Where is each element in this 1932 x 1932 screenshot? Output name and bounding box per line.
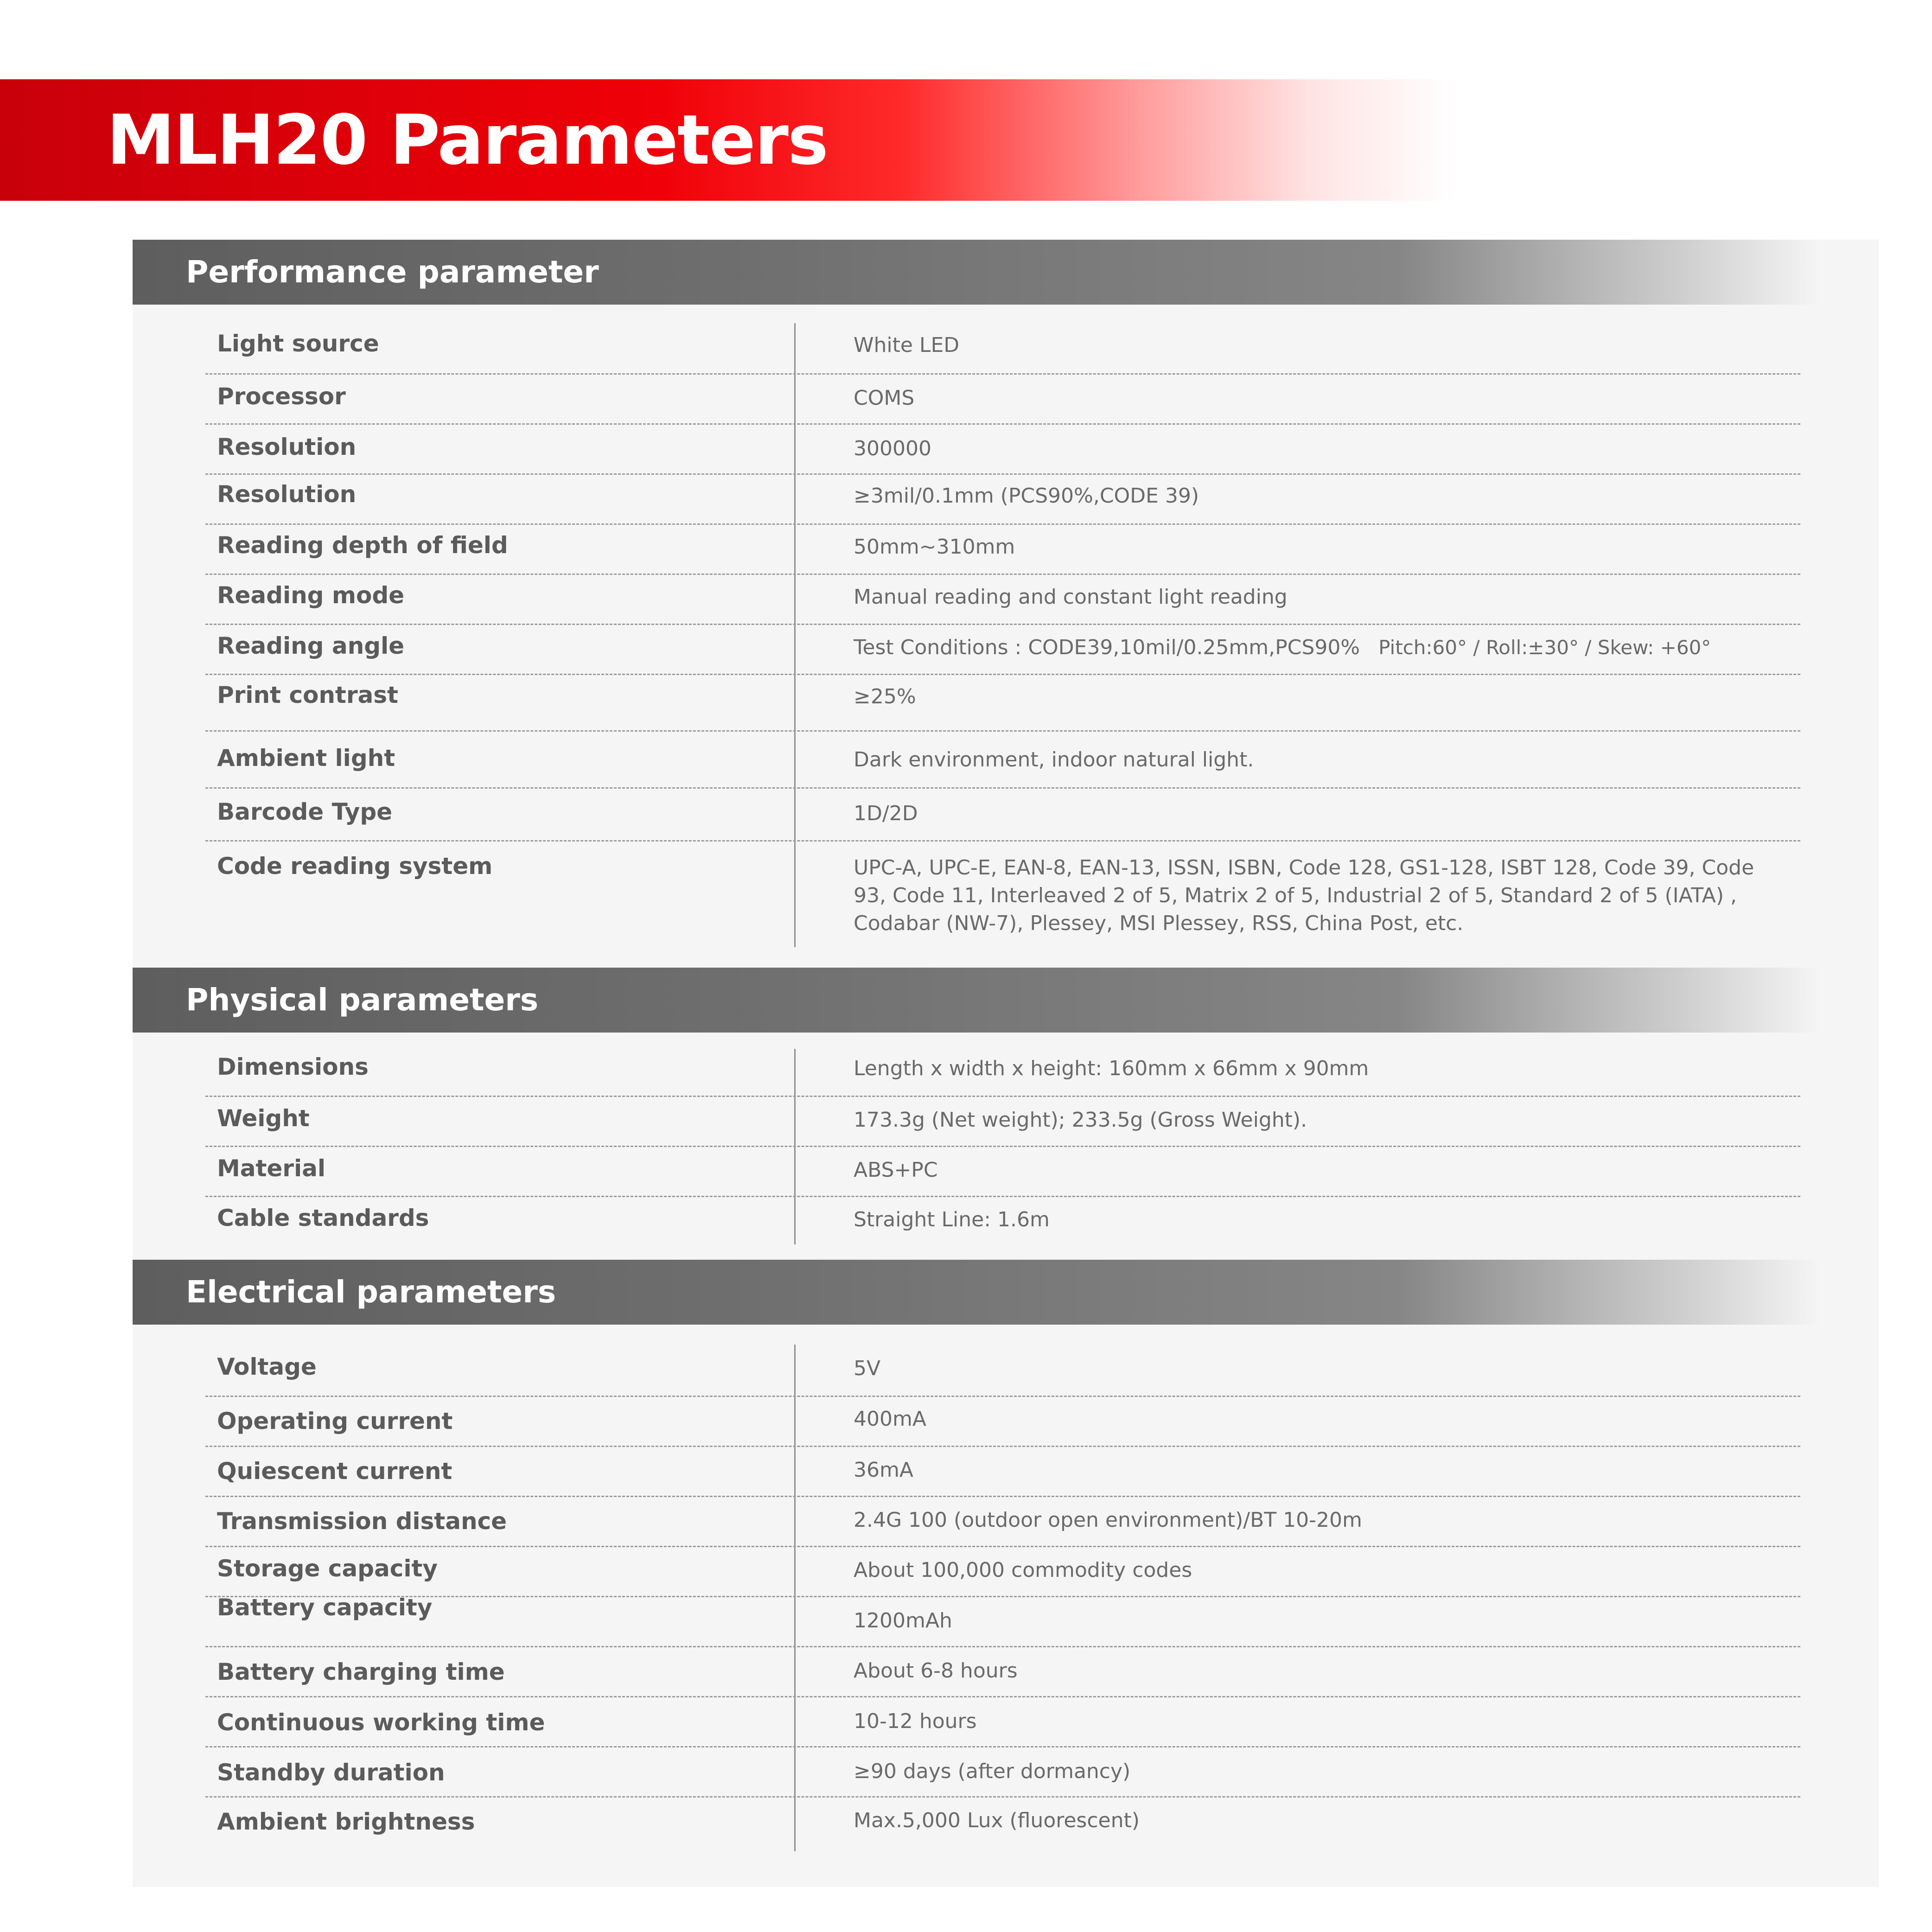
table-row (205, 624, 1800, 674)
row-label: Material (217, 1155, 325, 1182)
row-value: 1200mAh (854, 1609, 952, 1632)
table-row (205, 1146, 1800, 1196)
row-value: White LED (854, 333, 960, 357)
row-value: ABS+PC (854, 1158, 938, 1182)
table-row (205, 787, 1800, 840)
table-row (205, 1096, 1800, 1146)
table-row (205, 1696, 1800, 1746)
row-label: Dimensions (217, 1053, 369, 1080)
reading-angle-conditions: Test Conditions : CODE39,10mil/0.25mm,PCS90% (854, 636, 1360, 659)
table-row (205, 423, 1800, 473)
row-value: About 6-8 hours (854, 1659, 1018, 1683)
table-row (205, 1345, 1800, 1396)
table-row (205, 1796, 1800, 1851)
row-value: 5V (854, 1357, 881, 1380)
row-label: Weight (217, 1105, 310, 1132)
performance-table (205, 323, 1800, 947)
row-label: Ambient brightness (217, 1808, 475, 1835)
row-label: Storage capacity (217, 1555, 438, 1582)
table-row (205, 840, 1800, 947)
row-label: Transmission distance (217, 1508, 507, 1535)
table-row (205, 1596, 1800, 1646)
row-label: Barcode Type (217, 798, 393, 825)
row-value: Max.5,000 Lux (fluorescent) (854, 1809, 1140, 1832)
row-label: Cable standards (217, 1205, 429, 1231)
table-row (205, 1646, 1800, 1696)
row-value: 50mm~310mm (854, 535, 1015, 559)
section-header-performance (133, 240, 1820, 305)
row-value: ≥25% (854, 685, 916, 708)
section-title: Physical parameters (186, 982, 539, 1018)
row-label: Resolution (217, 481, 357, 508)
row-value: 300000 (854, 437, 931, 460)
row-label: Reading angle (217, 632, 405, 659)
row-label: Light source (217, 330, 379, 357)
row-value: Straight Line: 1.6m (854, 1208, 1050, 1231)
section-header-physical (133, 968, 1820, 1033)
row-label: Operating current (217, 1408, 453, 1435)
table-row (205, 1446, 1800, 1496)
table-row (205, 1396, 1800, 1446)
row-label: Quiescent current (217, 1458, 453, 1485)
row-label: Resolution (217, 434, 357, 460)
table-row (205, 473, 1800, 523)
row-label: Standby duration (217, 1759, 445, 1786)
table-row (205, 674, 1800, 730)
row-value: ≥3mil/0.1mm (PCS90%,CODE 39) (854, 484, 1199, 508)
row-label: Battery capacity (217, 1594, 433, 1621)
table-row (205, 523, 1800, 574)
row-value: Length x width x height: 160mm x 66mm x 90mm (854, 1057, 1369, 1080)
physical-table (205, 1049, 1800, 1244)
row-label: Continuous working time (217, 1709, 545, 1736)
section-title: Performance parameter (186, 254, 599, 290)
table-row (205, 373, 1800, 423)
row-value: 1D/2D (854, 802, 918, 825)
row-value: 2.4G 100 (outdoor open environment)/BT 10-20m (854, 1508, 1362, 1532)
row-value: About 100,000 commodity codes (854, 1558, 1192, 1582)
row-value: Manual reading and constant light reading (854, 585, 1288, 609)
table-row (205, 1049, 1800, 1096)
section-header-electrical (133, 1260, 1820, 1325)
row-label: Reading mode (217, 582, 405, 609)
row-label: Ambient light (217, 745, 395, 772)
row-label: Print contrast (217, 682, 398, 708)
row-value: 36mA (854, 1458, 913, 1482)
table-row (205, 1496, 1800, 1546)
table-row (205, 323, 1800, 373)
table-row (205, 1196, 1800, 1244)
row-value: 10-12 hours (854, 1709, 977, 1733)
row-value: 400mA (854, 1407, 926, 1431)
row-value: UPC-A, UPC-E, EAN-8, EAN-13, ISSN, ISBN, Code 128, GS1-128, ISBT 128, Code 39, Code 93, Code 11, Interleaved 2 of 5, Matrix 2 of 5, Industrial 2 of 5, Standard 2 of 5 (IATA) , Codabar (NW-7), Plessey, MSI Plessey, RSS, China Post, etc. (854, 856, 1754, 935)
row-value: ≥90 days (after dormancy) (854, 1760, 1131, 1783)
table-row (205, 1546, 1800, 1596)
reading-angle-values: Pitch:60° / Roll:±30° / Skew: +60° (1378, 636, 1711, 659)
row-label: Processor (217, 383, 346, 410)
section-title: Electrical parameters (186, 1274, 556, 1310)
row-value: 173.3g (Net weight); 233.5g (Gross Weight). (854, 1108, 1307, 1132)
row-value: Dark environment, indoor natural light. (854, 748, 1254, 772)
page-title: MLH20 Parameters (107, 100, 828, 180)
table-row (205, 1746, 1800, 1796)
table-row (205, 574, 1800, 624)
row-value (854, 634, 1785, 662)
row-value: COMS (854, 386, 915, 410)
row-label: Battery charging time (217, 1658, 505, 1685)
electrical-table (205, 1345, 1800, 1851)
row-label: Voltage (217, 1353, 317, 1380)
row-label: Code reading system (217, 853, 493, 880)
row-label: Reading depth of field (217, 532, 508, 559)
table-row (205, 730, 1800, 787)
